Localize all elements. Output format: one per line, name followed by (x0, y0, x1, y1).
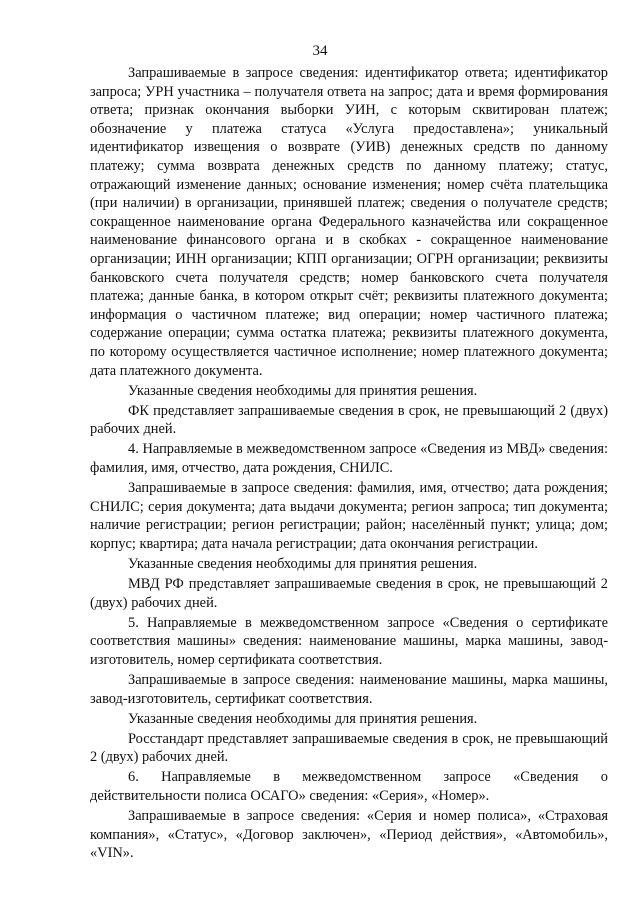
paragraph-certificate-requested-data: Запрашиваемые в запросе сведения: наименование машины, марка машины, завод-изготовитель, сертификат соответствия. (90, 672, 608, 707)
paragraph-mvd-deadline: МВД РФ представляет запрашиваемые сведения в срок, не превышающий 2 (двух) рабочих дней. (90, 576, 608, 611)
paragraph-osago-request: 6. Направляемые в межведомственном запросе «Сведения о действительности полиса ОСАГО» сведения: «Серия», «Номер». (90, 769, 608, 805)
paragraph-osago-requested-data: Запрашиваемые в запросе сведения: «Серия и номер полиса», «Страховая компания», «Статус», «Договор заключен», «Период действия», «Автомобиль», «VIN». (90, 808, 608, 862)
page-number: 34 (312, 43, 328, 59)
paragraph-decision-note: Указанные сведения необходимы для принятия решения. (128, 710, 478, 727)
paragraph-mvd-request: 4. Направляемые в межведомственном запросе «Сведения из МВД» сведения: фамилия, имя, отчество, дата рождения, СНИЛС. (90, 441, 608, 476)
paragraph-decision-note: Указанные сведения необходимы для принятия решения. (128, 382, 478, 399)
paragraph-requested-fk-data: Запрашиваемые в запросе сведения: идентификатор ответа; идентификатор запроса; УРН участника – получателя ответа на запрос; дата и время формирования ответа; признак окончания выборки УИН, с которым сквитирован платеж; обозначение у платежа статуса «Услуга предоставлена»; уникальный идентификатор извещения о возврате (УИВ) денежных средств по данному платежу; сумма возврата денежных средств по данному платежу; статус, отражающий изменение данных; основание изменения; номер счёта плательщика (при наличии) в организации, принявшей платеж; сведения о получателе средств; сокращенное наименование органа Федерального казначейства или сокращенное наименование финансового органа и в скобках - сокращенное наименование организации; ИНН организации; КПП организации; ОГРН организации; реквизиты банковского счета получателя средств; номер банковского счета получателя платежа; данные банка, в котором открыт счёт; реквизиты платежного документа; информация о частичном платеже; вид операции; номер частичного платежа; содержание операции; сумма остатка платежа; реквизиты платежного документа, по которому осуществляется частичное исполнение; номер платежного документа; дата платежного документа. (90, 65, 608, 379)
document-body (90, 64, 608, 864)
paragraph-mvd-requested-data: Запрашиваемые в запросе сведения: фамилия, имя, отчество; дата рождения; СНИЛС; серия документа; дата выдачи документа; регион запроса; тип документа; наличие регистрации; регион регистрации; район; населённый пункт; улица; дом; корпус; квартира; дата начала регистрации; дата окончания регистрации. (90, 480, 608, 552)
paragraph-rosstandart-deadline: Росстандарт представляет запрашиваемые сведения в срок, не превышающий 2 (двух) рабочих дней. (90, 730, 608, 766)
paragraph-certificate-request: 5. Направляемые в межведомственном запросе «Сведения о сертификате соответствия машины» сведения: наименование машины, марка машины, завод-изготовитель, номер сертификата соответствия. (90, 614, 608, 668)
paragraph-decision-note: Указанные сведения необходимы для принятия решения. (128, 555, 478, 572)
paragraph-fk-deadline: ФК представляет запрашиваемые сведения в срок, не превышающий 2 (двух) рабочих дней. (90, 402, 608, 438)
